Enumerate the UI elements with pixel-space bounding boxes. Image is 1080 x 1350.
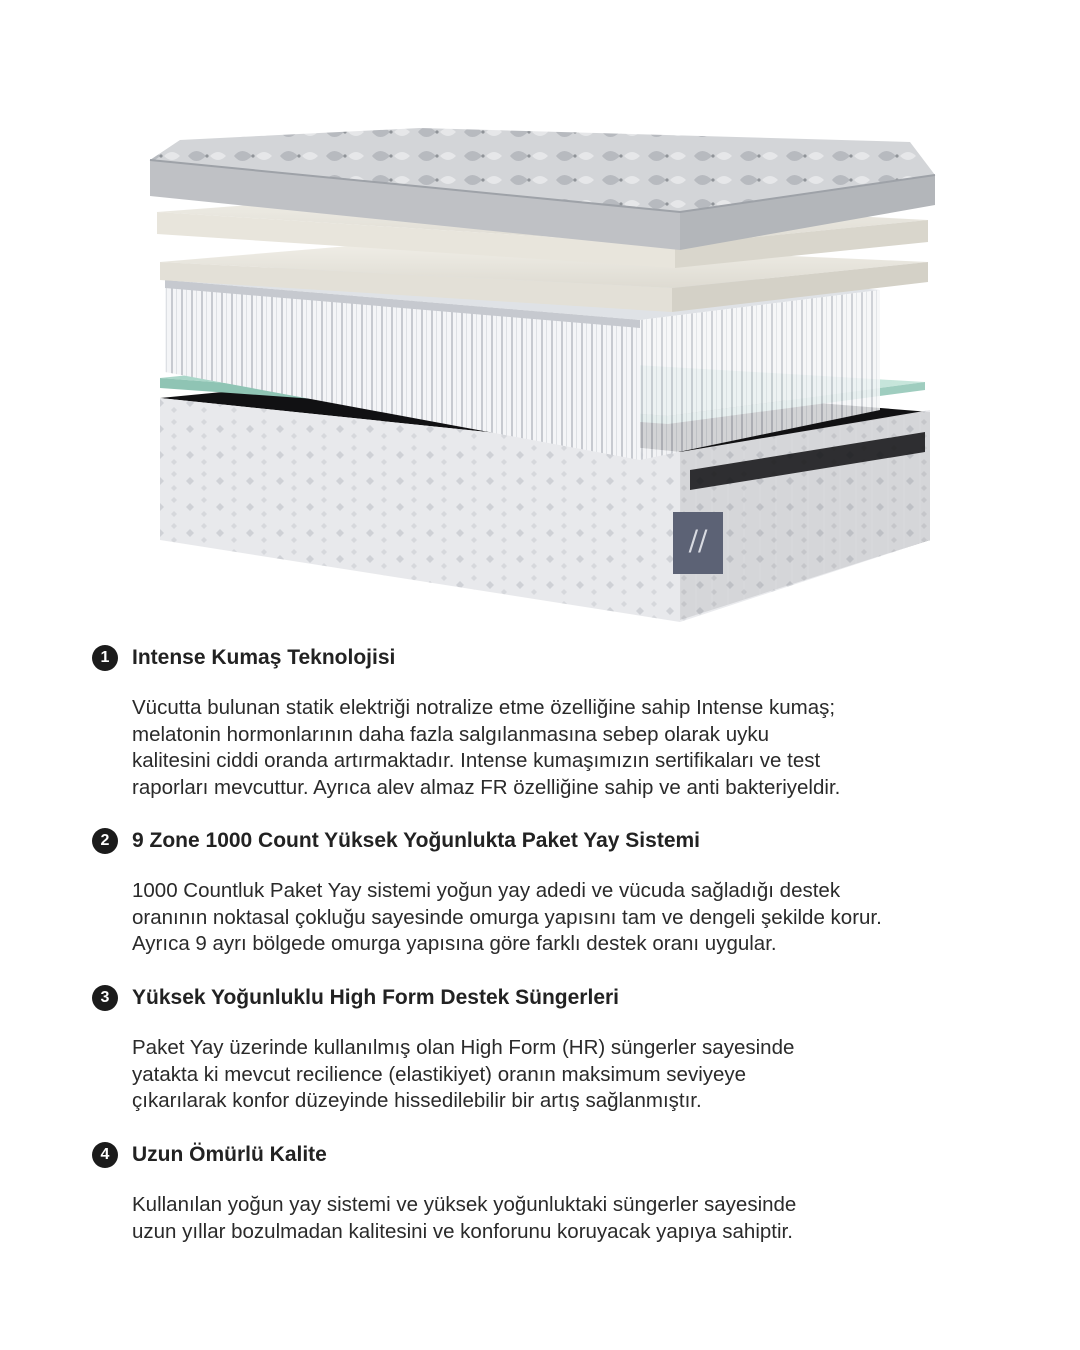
feature-description <box>132 1035 1032 1115</box>
feature-title: Yüksek Yoğunluklu High Form Destek Süngerleri <box>132 986 619 1009</box>
feature-description <box>132 878 1032 958</box>
description-line: raporları mevcuttur. Ayrıca alev almaz FR özelliğine sahip ve anti bakteriyeldir. <box>132 775 841 799</box>
brand-mark: // <box>688 524 708 557</box>
number-badge: 1 <box>92 645 118 671</box>
description-line: oranının noktasal çokluğu sayesinde omurga yapısını tam ve dengeli şekilde korur. <box>132 905 882 929</box>
number-badge: 2 <box>92 828 118 854</box>
description-line: yatakta ki mevcut recilience (elastikiyet) oranın maksimum seviyeye <box>132 1062 747 1086</box>
description-line: 1000 Countluk Paket Yay sistemi yoğun yay adedi ve vücuda sağladığı destek <box>132 879 841 902</box>
description-line: çıkarılarak konfor düzeyinde hissedilebilir bir artış sağlanmıştır. <box>132 1089 702 1112</box>
feature-description <box>132 695 1032 801</box>
description-line: Vücutta bulunan statik elektriği notralize etme özelliğine sahip Intense kumaş; <box>132 696 836 719</box>
description-line: Paket Yay üzerinde kullanılmış olan High Form (HR) süngerler sayesinde <box>132 1036 795 1059</box>
description-line: kalitesini ciddi oranda artırmaktadır. Intense kumaşımızın sertifikaları ve test <box>132 749 821 772</box>
feature-title: 9 Zone 1000 Count Yüksek Yoğunlukta Paket Yay Sistemi <box>132 829 701 852</box>
feature-heading <box>92 1140 327 1170</box>
description-line: melatonin hormonlarının daha fazla salgılanmasına sebep olarak uyku <box>132 722 770 746</box>
feature-heading <box>92 983 619 1013</box>
mattress-layers-image <box>0 0 1080 640</box>
feature-description <box>132 1192 1032 1245</box>
feature-heading <box>92 643 395 673</box>
feature-heading <box>92 826 700 856</box>
description-line: Kullanılan yoğun yay sistemi ve yüksek yoğunluktaki süngerler sayesinde <box>132 1193 797 1216</box>
number-badge: 3 <box>92 985 118 1011</box>
feature-title: Uzun Ömürlü Kalite <box>132 1143 327 1166</box>
number-badge: 4 <box>92 1142 118 1168</box>
description-line: Ayrıca 9 ayrı bölgede omurga yapısına göre farklı destek oranı uygular. <box>132 932 777 955</box>
feature-title: Intense Kumaş Teknolojisi <box>132 646 396 669</box>
description-line: uzun yıllar bozulmadan kalitesini ve konforunu koruyacak yapıya sahiptir. <box>132 1219 793 1243</box>
